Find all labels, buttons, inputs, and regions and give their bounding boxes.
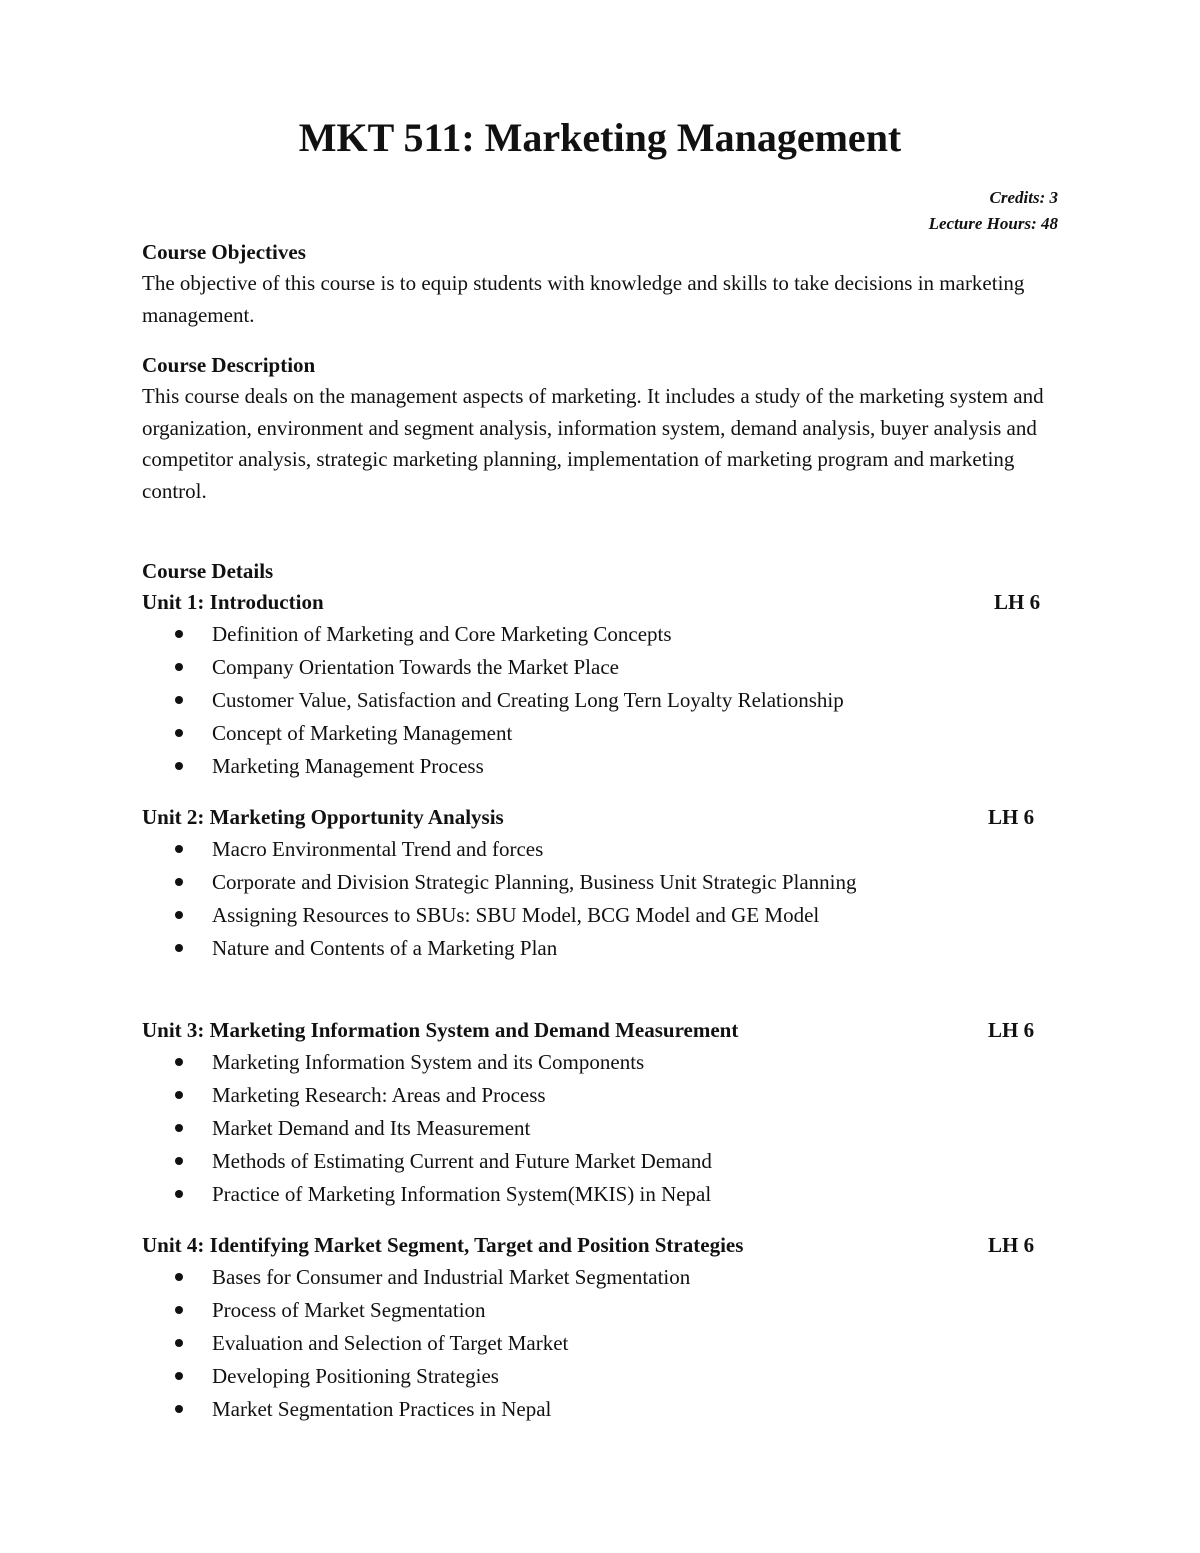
bullet-icon (175, 944, 183, 952)
bullet-icon (175, 762, 183, 770)
details-heading: Course Details (142, 559, 274, 583)
bullet-icon (175, 911, 183, 919)
objectives-heading: Course Objectives (142, 240, 306, 264)
unit-4-topic-list (172, 1263, 690, 1428)
list-item: Concept of Marketing Management (172, 719, 844, 752)
unit-3-title: Unit 3: Marketing Information System and Demand Measurement (142, 1018, 739, 1042)
bullet-icon (175, 1339, 183, 1347)
list-item: Bases for Consumer and Industrial Market Segmentation (172, 1263, 690, 1296)
list-item: Assigning Resources to SBUs: SBU Model, BCG Model and GE Model (172, 901, 857, 934)
list-item: Methods of Estimating Current and Future Market Demand (172, 1147, 712, 1180)
unit-1-topic-list (172, 620, 844, 785)
list-item: Evaluation and Selection of Target Market (172, 1329, 690, 1362)
list-item: Corporate and Division Strategic Planning, Business Unit Strategic Planning (172, 868, 857, 901)
bullet-icon (175, 663, 183, 671)
bullet-icon (175, 878, 183, 886)
unit-2-topic-list (172, 835, 857, 967)
description-heading: Course Description (142, 353, 316, 377)
bullet-icon (175, 1157, 183, 1165)
bullet-icon (175, 630, 183, 638)
bullet-icon (175, 1372, 183, 1380)
unit-3-hours: LH 6 (988, 1018, 1035, 1042)
bullet-icon (175, 1273, 183, 1281)
bullet-icon (175, 729, 183, 737)
list-item: Market Segmentation Practices in Nepal (172, 1395, 690, 1428)
bullet-icon (175, 1306, 183, 1314)
list-item: Developing Positioning Strategies (172, 1362, 690, 1395)
bullet-icon (175, 1124, 183, 1132)
bullet-icon (175, 1405, 183, 1413)
unit-3-topic-list (172, 1048, 712, 1213)
list-item: Process of Market Segmentation (172, 1296, 690, 1329)
list-item: Customer Value, Satisfaction and Creating Long Tern Loyalty Relationship (172, 686, 844, 719)
unit-4-title: Unit 4: Identifying Market Segment, Target and Position Strategies (142, 1233, 744, 1257)
unit-2-title: Unit 2: Marketing Opportunity Analysis (142, 805, 504, 829)
bullet-icon (175, 1058, 183, 1066)
list-item: Marketing Information System and its Components (172, 1048, 712, 1081)
list-item: Company Orientation Towards the Market Place (172, 653, 844, 686)
list-item: Nature and Contents of a Marketing Plan (172, 934, 857, 967)
lecture-hours: Lecture Hours: 48 (928, 214, 1058, 233)
unit-4-hours: LH 6 (988, 1233, 1035, 1257)
bullet-icon (175, 696, 183, 704)
unit-1-hours: LH 6 (994, 590, 1041, 614)
page-title: MKT 511: Marketing Management (298, 115, 902, 160)
list-item: Market Demand and Its Measurement (172, 1114, 712, 1147)
bullet-icon (175, 1091, 183, 1099)
unit-2-hours: LH 6 (988, 805, 1035, 829)
list-item: Marketing Research: Areas and Process (172, 1081, 712, 1114)
unit-1-title: Unit 1: Introduction (142, 590, 324, 614)
list-item: Practice of Marketing Information System(MKIS) in Nepal (172, 1180, 712, 1213)
list-item: Marketing Management Process (172, 752, 844, 785)
description-text: This course deals on the management aspects of marketing. It includes a study of the marketing system and organization, environment and segment analysis, information system, demand analysis, buyer analysis and competitor analysis, strategic marketing planning, implementation of marketing program and marketing control. (142, 384, 1044, 503)
bullet-icon (175, 845, 183, 853)
objectives-text: The objective of this course is to equip students with knowledge and skills to take decisions in marketing management. (142, 271, 1025, 327)
list-item: Macro Environmental Trend and forces (172, 835, 857, 868)
list-item: Definition of Marketing and Core Marketing Concepts (172, 620, 844, 653)
bullet-icon (175, 1190, 183, 1198)
credits: Credits: 3 (989, 188, 1058, 207)
